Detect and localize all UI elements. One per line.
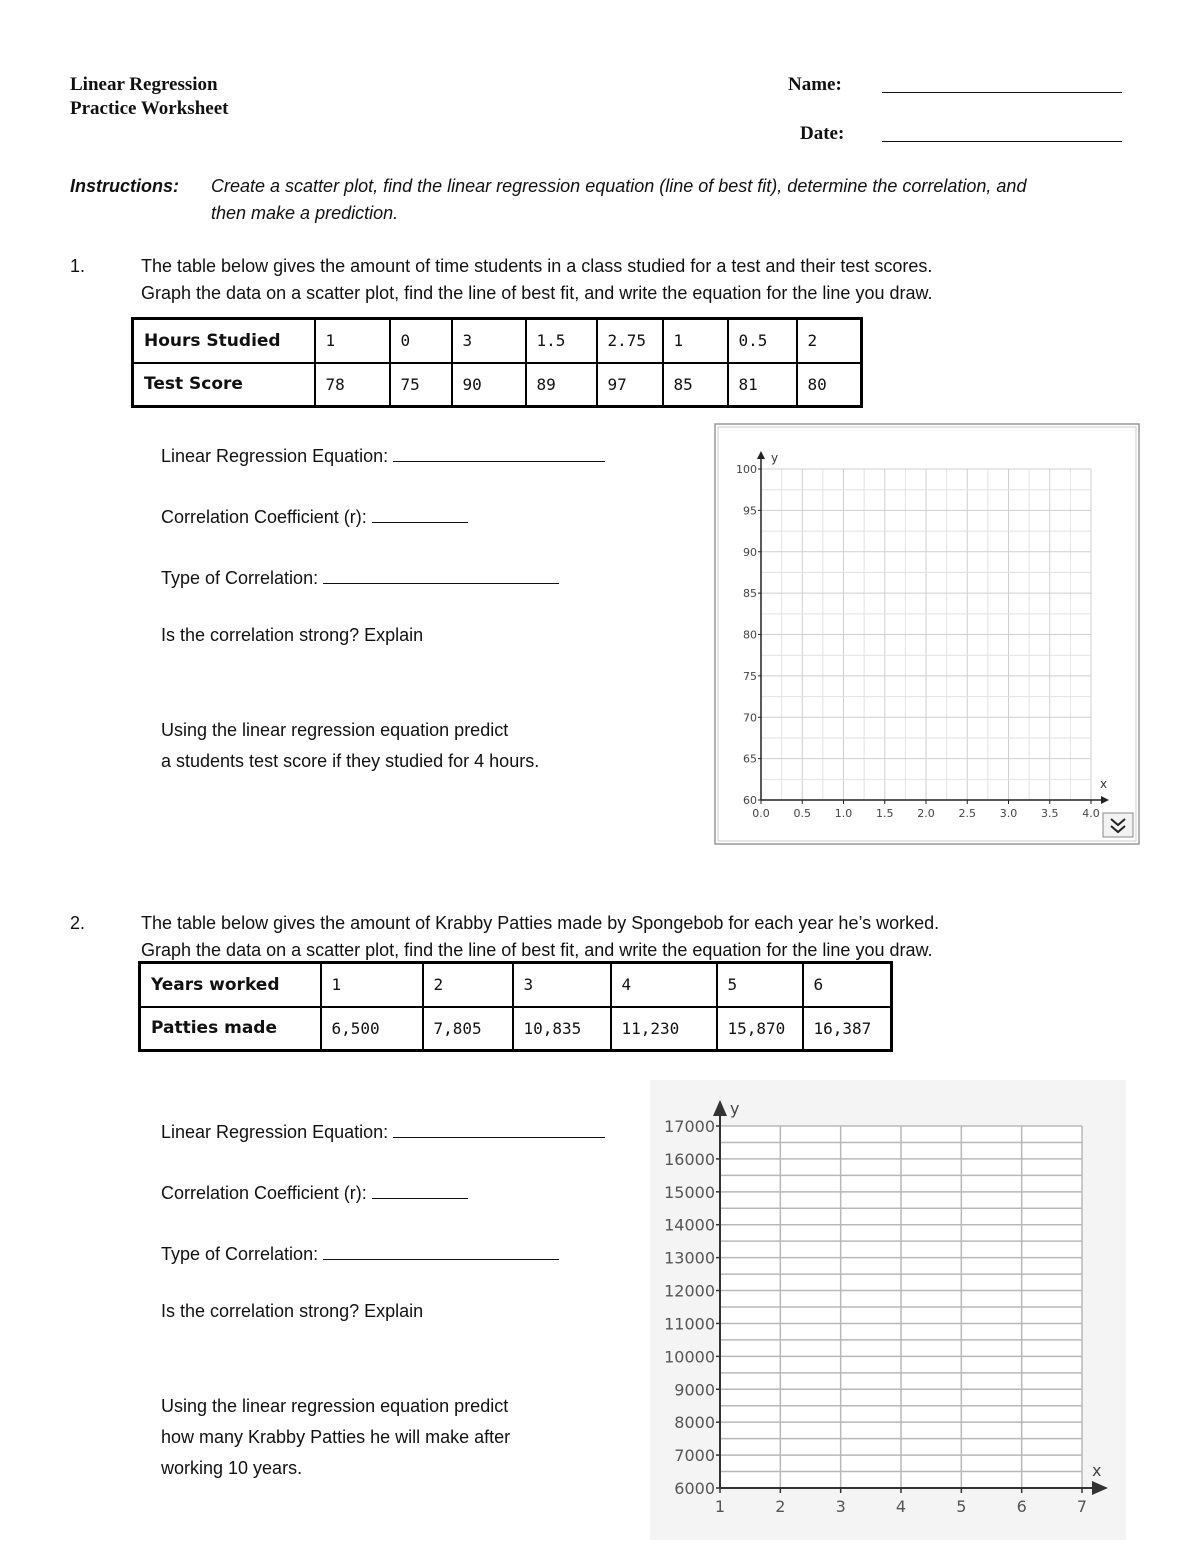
q2-data-table [138, 961, 893, 1052]
table-cell: 2 [797, 319, 862, 363]
q2-equation-label: Linear Regression Equation: [161, 1122, 389, 1142]
table-cell: 90 [452, 363, 526, 407]
q2-r-blank[interactable] [372, 1180, 468, 1199]
table-cell: 1 [315, 319, 390, 363]
table-row [140, 1007, 892, 1051]
q1-r-blank[interactable] [372, 504, 468, 523]
table-cell: 7,805 [423, 1007, 513, 1051]
x-tick-label: 6 [1016, 1497, 1027, 1516]
y-tick-label: 13000 [664, 1248, 715, 1268]
q1-predict-line-2: a students test score if they studied for 4 hours. [161, 751, 540, 771]
x-tick-label: 7 [1076, 1497, 1088, 1516]
q1-predict-prompt [161, 715, 539, 777]
q2-graph-grid [720, 1126, 1082, 1488]
q1-prompt-line-2: Graph the data on a scatter plot, find the line of best fit, and write the equation for the line you draw. [141, 283, 933, 303]
q2-r-prompt [161, 1180, 468, 1204]
q1-y-axis-label: y [771, 451, 779, 465]
y-tick-label: 100 [736, 463, 757, 476]
q2-predict-prompt [161, 1391, 510, 1484]
table-cell: 75 [390, 363, 452, 407]
x-tick-label: 4.0 [1082, 807, 1100, 820]
worksheet-title [70, 73, 228, 121]
q1-x-axis-label: x [1100, 777, 1108, 791]
y-tick-label: 7000 [674, 1446, 715, 1466]
y-tick-label: 90 [743, 545, 757, 559]
q2-number: 2. [70, 913, 86, 933]
q1-type-label: Type of Correlation: [161, 568, 319, 588]
q2-equation-prompt [161, 1119, 605, 1143]
q1-type-blank[interactable] [323, 565, 559, 584]
table-cell: 80 [797, 363, 862, 407]
table-cell: 4 [611, 963, 717, 1007]
date-label: Date: [800, 123, 845, 144]
y-tick-label: 14000 [664, 1215, 715, 1235]
name-field[interactable] [882, 92, 1122, 93]
y-tick-label: 11000 [664, 1314, 715, 1334]
y-tick-label: 95 [743, 504, 757, 518]
title-line-1: Linear Regression [70, 74, 218, 95]
x-tick-label: 3.5 [1041, 807, 1059, 820]
table-cell: 78 [315, 363, 390, 407]
x-tick-label: 3 [835, 1497, 846, 1516]
q1-prompt-line-1: The table below gives the amount of time students in a class studied for a test and their test scores. [141, 256, 933, 276]
y-tick-label: 60 [743, 794, 757, 807]
y-tick-label: 12000 [664, 1281, 715, 1301]
q1-strong-prompt: Is the correlation strong? Explain [161, 625, 424, 645]
x-tick-label: 2.5 [958, 807, 976, 820]
x-tick-label: 5 [956, 1497, 967, 1516]
q2-predict-line-3: working 10 years. [161, 1458, 303, 1478]
table-cell: 1.5 [526, 319, 597, 363]
y-tick-label: 9000 [674, 1380, 715, 1400]
q2-type-blank[interactable] [323, 1241, 559, 1260]
y-tick-label: 6000 [674, 1479, 715, 1498]
table-cell: 3 [513, 963, 611, 1007]
y-tick-label: 8000 [674, 1413, 715, 1433]
q1-number: 1. [70, 256, 86, 276]
q2-type-label: Type of Correlation: [161, 1244, 319, 1264]
table-cell: 89 [526, 363, 597, 407]
q2-graph [650, 1080, 1126, 1540]
q2-strong-prompt: Is the correlation strong? Explain [161, 1301, 424, 1321]
q1-r-prompt [161, 504, 468, 528]
q1-equation-label: Linear Regression Equation: [161, 446, 389, 466]
y-tick-label: 75 [743, 669, 757, 683]
name-label: Name: [788, 74, 842, 95]
table-cell: 10,835 [513, 1007, 611, 1051]
table-cell: 85 [663, 363, 728, 407]
q2-type-prompt [161, 1241, 559, 1265]
x-tick-label: 1.0 [834, 807, 853, 820]
q2-equation-blank[interactable] [393, 1119, 605, 1138]
table-cell: 3 [452, 319, 526, 363]
table-row-header: Test Score [133, 363, 315, 407]
instructions-line-2: then make a prediction. [211, 203, 399, 223]
table-cell: 11,230 [611, 1007, 717, 1051]
q1-predict-line-1: Using the linear regression equation predict [161, 720, 509, 740]
x-tick-label: 0.0 [752, 807, 770, 820]
table-cell: 2.75 [597, 319, 663, 363]
x-tick-label: 1 [714, 1497, 726, 1516]
table-cell: 16,387 [803, 1007, 892, 1051]
table-row [133, 319, 862, 363]
y-tick-label: 80 [743, 628, 757, 642]
q1-equation-prompt [161, 443, 605, 467]
table-cell: 1 [321, 963, 423, 1007]
table-cell: 0.5 [728, 319, 797, 363]
q2-predict-line-1: Using the linear regression equation predict [161, 1396, 509, 1416]
q2-r-label: Correlation Coefficient (r): [161, 1183, 367, 1203]
table-cell: 1 [663, 319, 728, 363]
table-row [133, 363, 862, 407]
table-cell: 97 [597, 363, 663, 407]
q2-predict-line-2: how many Krabby Patties he will make after [161, 1427, 511, 1447]
instructions-text [211, 173, 1141, 227]
q1-equation-blank[interactable] [393, 443, 605, 462]
y-tick-label: 65 [743, 752, 757, 766]
q2-prompt-line-1: The table below gives the amount of Krabby Patties made by Spongebob for each year he’s worked. [141, 913, 940, 933]
q1-data-table [131, 317, 863, 408]
table-row-header: Patties made [140, 1007, 321, 1051]
title-line-2: Practice Worksheet [70, 98, 229, 119]
table-cell: 6,500 [321, 1007, 423, 1051]
x-tick-label: 3.0 [999, 807, 1018, 820]
q1-prompt [141, 253, 1141, 307]
q2-prompt [141, 910, 1141, 964]
date-field[interactable] [882, 141, 1122, 142]
y-tick-label: 15000 [664, 1182, 715, 1202]
table-row [140, 963, 892, 1007]
table-cell: 15,870 [717, 1007, 803, 1051]
q2-x-axis-label: x [1092, 1461, 1102, 1480]
q2-prompt-line-2: Graph the data on a scatter plot, find the line of best fit, and write the equation for the line you draw. [141, 940, 933, 960]
y-tick-label: 85 [743, 587, 757, 601]
x-tick-label: 2.0 [917, 807, 935, 820]
y-tick-label: 70 [743, 711, 757, 725]
table-cell: 2 [423, 963, 513, 1007]
instructions-line-1: Create a scatter plot, find the linear regression equation (line of best fit), determine the correlation, and [211, 176, 1027, 196]
instructions-label: Instructions: [70, 176, 180, 196]
table-row-header: Hours Studied [133, 319, 315, 363]
y-tick-label: 10000 [664, 1347, 715, 1367]
q1-graph [713, 422, 1143, 846]
table-cell: 0 [390, 319, 452, 363]
q1-r-label: Correlation Coefficient (r): [161, 507, 367, 527]
q1-type-prompt [161, 565, 559, 589]
double-chevron-down-icon[interactable] [1103, 813, 1133, 837]
y-tick-label: 17000 [664, 1117, 715, 1136]
q2-y-axis-label: y [730, 1099, 740, 1118]
table-cell: 81 [728, 363, 797, 407]
x-tick-label: 2 [775, 1497, 786, 1516]
x-tick-label: 4 [895, 1497, 907, 1516]
y-tick-label: 16000 [664, 1149, 715, 1169]
table-cell: 5 [717, 963, 803, 1007]
table-cell: 6 [803, 963, 892, 1007]
table-row-header: Years worked [140, 963, 321, 1007]
x-tick-label: 1.5 [876, 807, 894, 820]
x-tick-label: 0.5 [793, 807, 811, 820]
